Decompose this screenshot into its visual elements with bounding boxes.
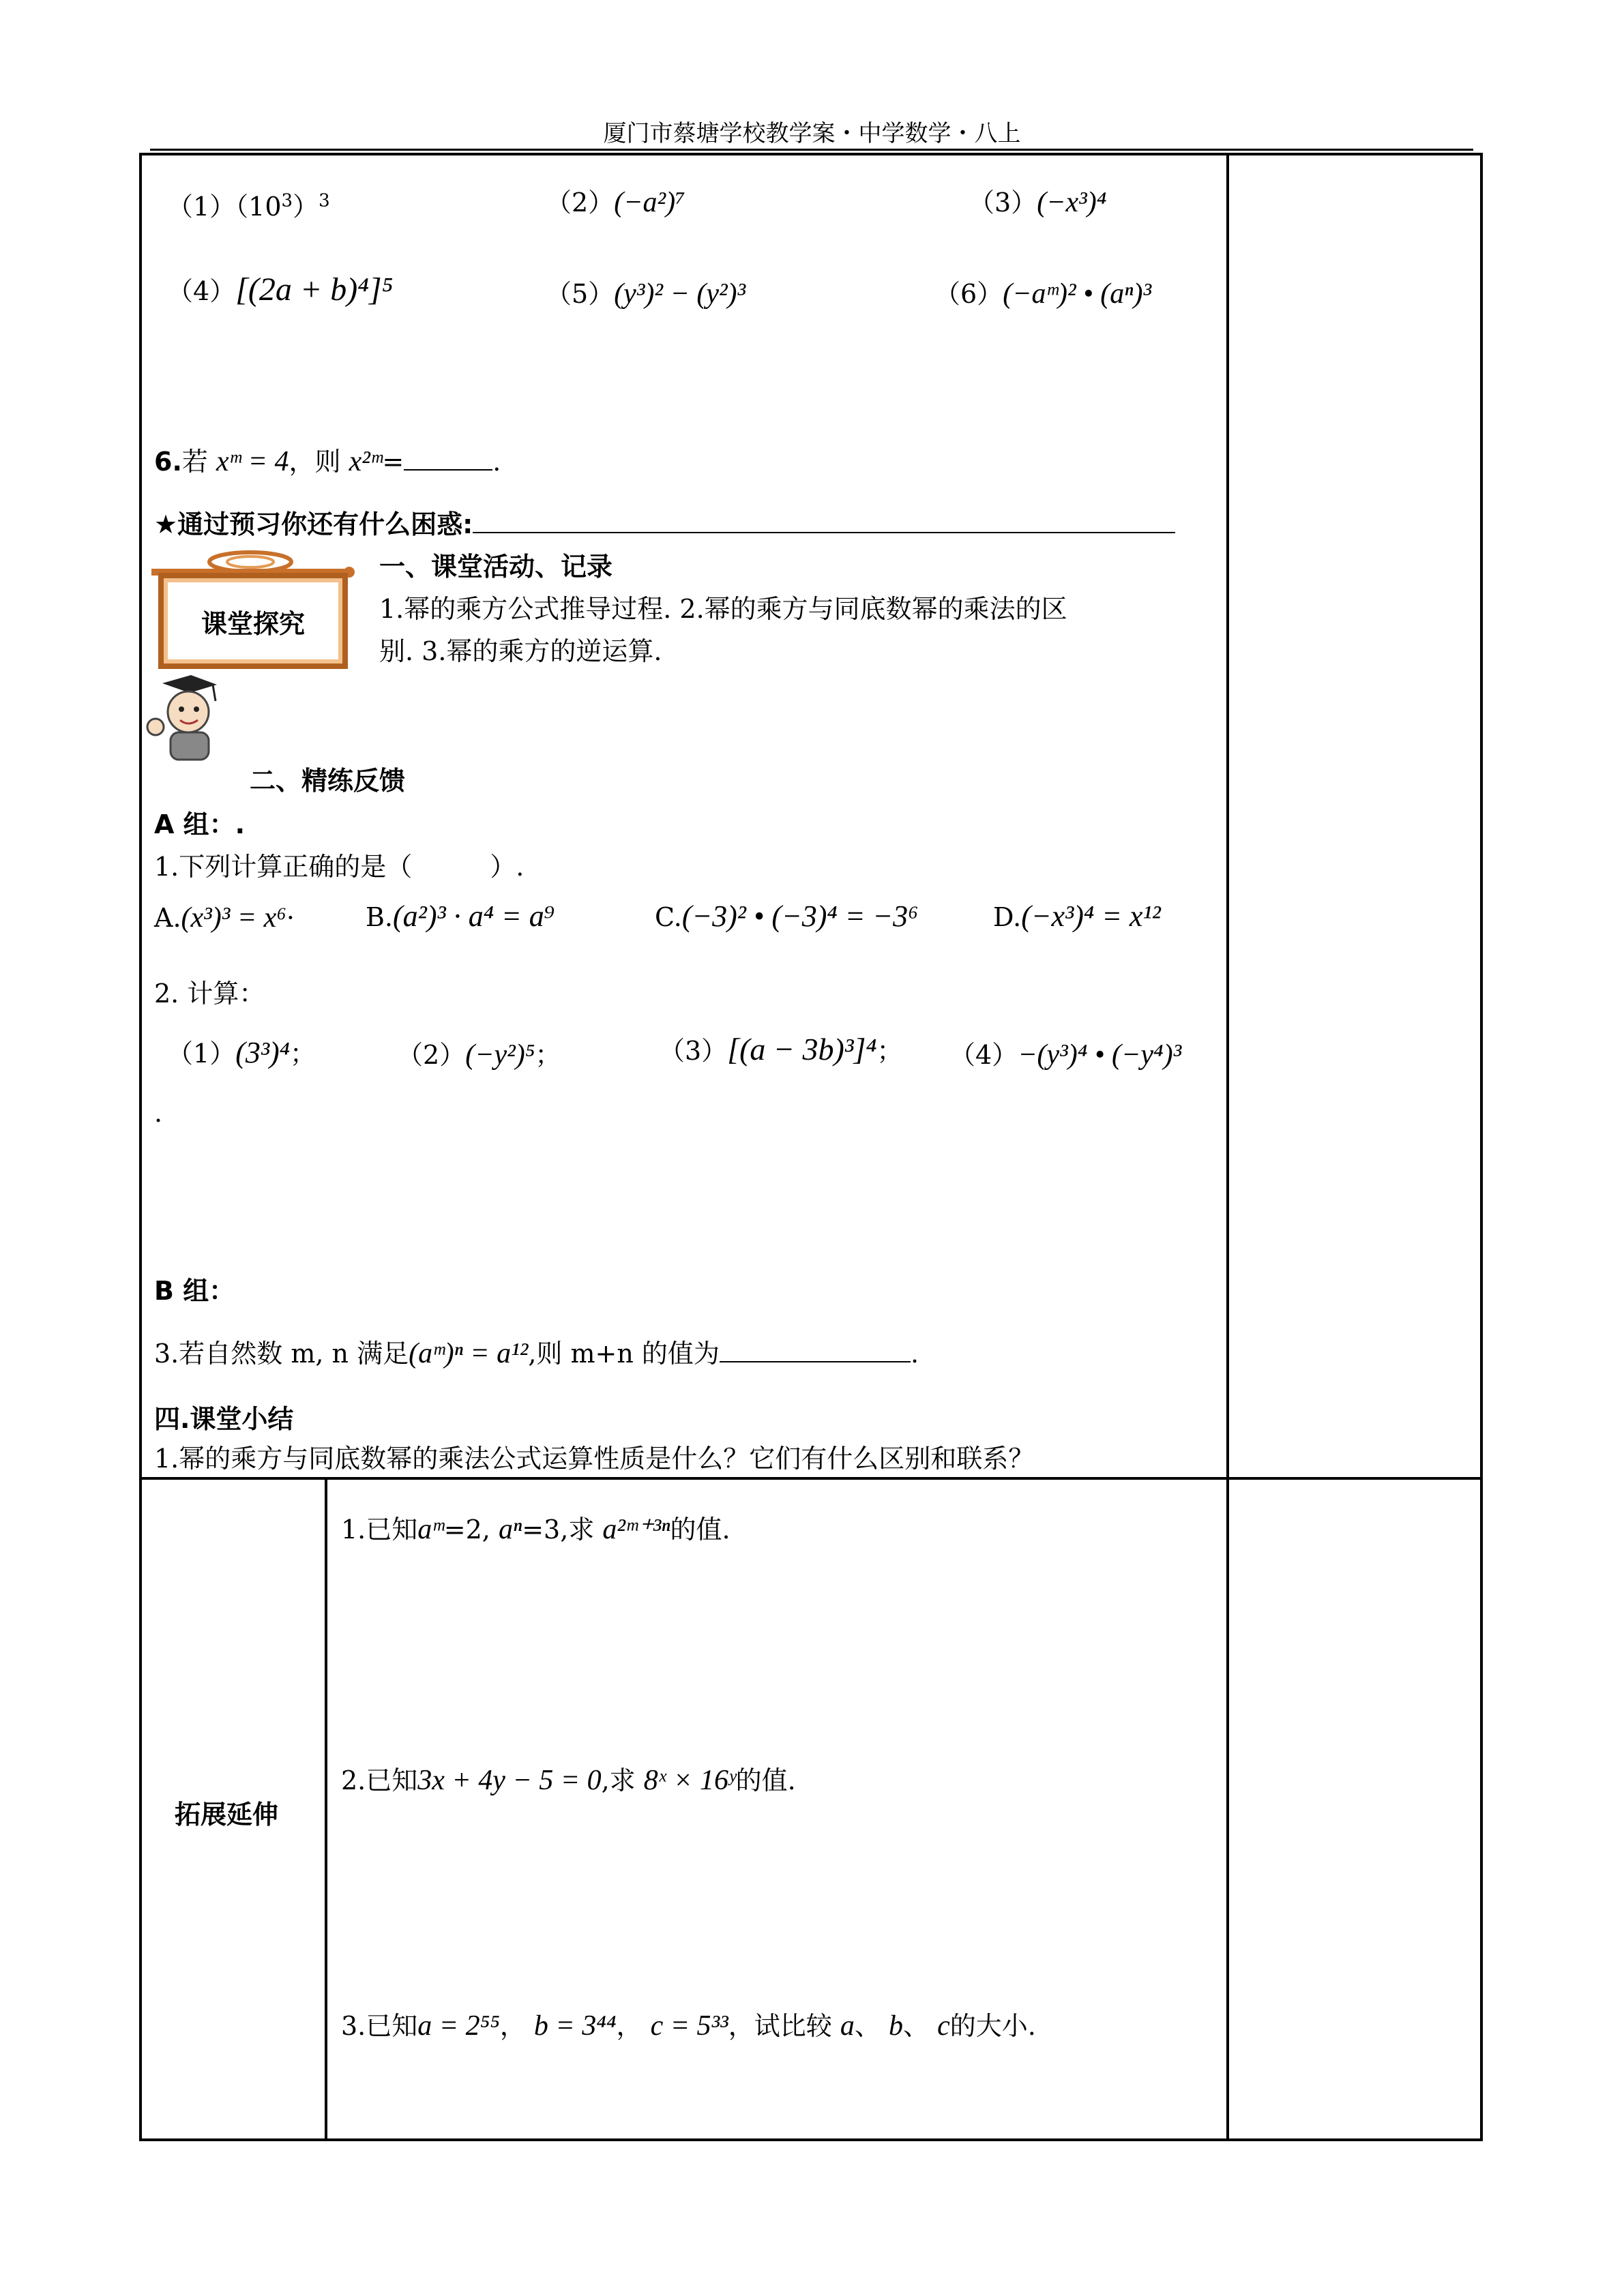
- table-border-left: [139, 153, 142, 2141]
- page-header-title: 厦门市蔡塘学校教学案・中学数学・八上: [603, 120, 1021, 147]
- explore-line-1: 1.幂的乘方公式推导过程. 2.幂的乘方与同底数幂的乘法的区: [379, 594, 1067, 624]
- table-row-divider: [139, 1477, 1483, 1480]
- extension-question-1: 1.已知aᵐ=2, aⁿ=3,求 a²ᵐ⁺³ⁿ的值.: [341, 1514, 730, 1545]
- table-border-bottom: [139, 2138, 1483, 2141]
- explore-line-2: 别. 3.幂的乘方的逆运算.: [379, 636, 662, 666]
- choice-option-c: C.(−3)² • (−3)⁴ = −3⁶: [655, 899, 919, 933]
- practice-question-2: 2. 计算：: [154, 979, 265, 1009]
- summary-question: 1.幂的乘方与同底数幂的乘法公式运算性质是什么？它们有什么区别和联系？: [154, 1444, 1035, 1474]
- answer-blank[interactable]: [404, 445, 492, 471]
- summary-heading: 四.课堂小结: [154, 1404, 294, 1434]
- doubt-blank[interactable]: [473, 509, 1175, 533]
- table-border-right: [1480, 153, 1483, 2141]
- table-divider-label: [325, 1477, 327, 2141]
- preview-item-3: （3）(−x³)⁴: [969, 187, 1107, 218]
- preview-item-1: $(1)(10^3)^3$: [167, 190, 330, 222]
- preview-item-2: （2）(−a²)⁷: [546, 187, 685, 218]
- table-divider-notes: [1226, 153, 1229, 2141]
- preview-item-4: （4）[(2a + b)⁴]⁵: [167, 271, 394, 308]
- calc-item-2: （2）(−y²)⁵；: [397, 1039, 561, 1071]
- extension-question-2: 2.已知3x + 4y − 5 = 0,求 8ˣ × 16ʸ的值.: [341, 1765, 796, 1796]
- explore-heading: 一、课堂活动、记录: [379, 552, 613, 582]
- stray-period: .: [154, 1098, 163, 1128]
- banner-label: 课堂探究: [201, 609, 305, 639]
- preview-item-6: （6）(−aᵐ)² • (aⁿ)³: [934, 278, 1152, 310]
- choice-option-d: D.(−x³)⁴ = x¹²: [993, 899, 1161, 933]
- group-a-label: A 组：.: [154, 809, 246, 839]
- practice-heading: 二、精练反馈: [250, 766, 406, 796]
- answer-blank[interactable]: [720, 1337, 911, 1362]
- table-border-top: [141, 153, 1482, 155]
- calc-item-4: （4）−(y³)⁴ • (−y⁴)³: [949, 1039, 1182, 1071]
- extension-question-3: 3.已知a = 2⁵⁵， b = 3⁴⁴， c = 5³³，试比较 a、 b、 c的大小.: [341, 2010, 1036, 2042]
- calc-item-3: （3）[(a − 3b)³]⁴；: [659, 1032, 903, 1067]
- preview-item-5: （5）(y³)² − (y²)³: [546, 278, 746, 310]
- cartoon-student-icon: [142, 674, 224, 762]
- header-rule: [150, 149, 1473, 151]
- preview-question-6: 6.若 xᵐ = 4，则 x²ᵐ= .: [154, 446, 501, 477]
- choice-option-b: B.(a²)³ · a⁴ = a⁹: [366, 899, 555, 933]
- extension-label: 拓展延伸: [175, 1800, 279, 1830]
- calc-item-1: （1）(3³)⁴；: [167, 1036, 316, 1069]
- banner-frame: [158, 573, 348, 669]
- practice-question-3: 3.若自然数 m, n 满足(aᵐ)ⁿ = a¹²,则 m+n 的值为 .: [154, 1338, 919, 1369]
- preview-doubt-prompt: ★通过预习你还有什么困惑:: [154, 503, 1175, 541]
- group-b-label: B 组：: [154, 1276, 235, 1306]
- practice-question-1: 1.下列计算正确的是（ ）.: [154, 852, 525, 882]
- choice-option-a: A.(x³)³ = x⁶·: [154, 902, 295, 934]
